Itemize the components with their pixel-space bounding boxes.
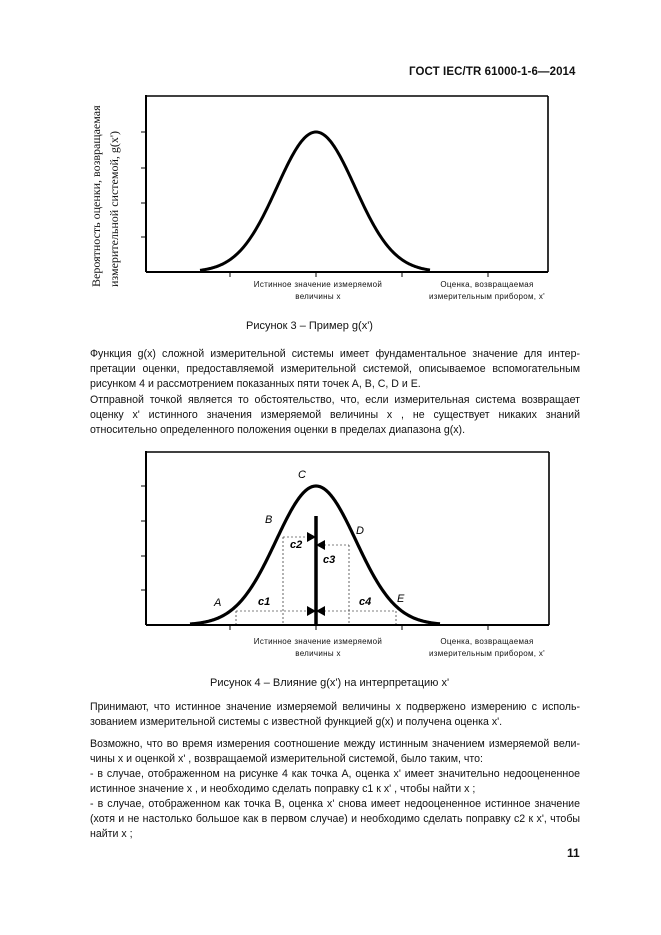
figure4-label-c3-text: c3 <box>323 554 336 566</box>
figure3-y-label <box>87 105 123 287</box>
figure4-x-label-right <box>414 636 560 660</box>
figure4-label-c2-text: c2 <box>290 539 303 551</box>
figure4-label-b: B <box>265 514 273 526</box>
figure4-x-label-left-line1: Истинное значение измеряемой <box>253 637 383 646</box>
figure4-label-c4 <box>359 596 371 608</box>
paragraph-function-g-text: Функция g(x) сложной измерительной системы имеет фундаментальное значение для интерпретации оценки, предоставляемой измерительной системой, описываемое вспомогательным рисунком 4 и рассмотрением показанных пяти точек A, B, C, D и E. <box>90 348 580 390</box>
page-number: 11 <box>567 846 580 860</box>
figure3-bell-curve <box>200 132 430 270</box>
figure4-x-label-left-line2: величины x <box>295 649 341 658</box>
standard-header: ГОСТ IEC/TR 61000-1-6—2014 <box>409 66 576 78</box>
paragraph-function-g <box>90 347 580 392</box>
figure3-x-label-left <box>236 279 400 303</box>
figure3-x-label-left-line2: величины x <box>295 292 341 301</box>
figure4-x-label-right-line1: Оценка, возвращаемая <box>440 637 534 646</box>
paragraph-assumption-text: Принимают, что истинное значение измеряемой величины x подвержено измерению с использованием измерительной системы с известной функцией g(x) и получена оценка x'. <box>90 701 580 728</box>
figure3-x-label-right-line2: измерительным прибором, x' <box>429 292 545 301</box>
paragraph-case-b <box>90 797 580 842</box>
figure4-label-c1-text: c1 <box>258 596 271 608</box>
figure3-x-label-right <box>414 279 560 303</box>
figure3-x-label-left-line1: Истинное значение измеряемой <box>253 280 383 289</box>
paragraph-case-b-text: - в случае, отображенном как точка B, оценка x' снова имеет недооцененное истинное значение (хотя и не настолько большое как в первом случае) и необходимо сделать поправку c2 к x', чтобы найти x ; <box>90 798 580 840</box>
figure4-x-label-right-line2: измерительным прибором, x' <box>429 649 545 658</box>
figure3-y-label-line2: измерительной системой, g(x') <box>107 130 121 287</box>
figure4-label-c4-text: c4 <box>359 596 372 608</box>
figure4-label-a: A <box>214 597 222 609</box>
paragraph-possible-relation <box>90 737 580 767</box>
paragraph-possible-relation-text: Возможно, что во время измерения соотношение между истинным значением измеряемой величины x и оценкой x' , возвращаемой измерительной системой, было таким, что: <box>90 738 580 765</box>
figure3-x-label-right-line1: Оценка, возвращаемая <box>440 280 534 289</box>
figure4-label-c3 <box>323 554 335 566</box>
paragraph-starting-point <box>90 393 580 438</box>
figure3-plot <box>140 90 560 280</box>
figure4-caption: Рисунок 4 – Влияние g(x') на интерпретацию x' <box>210 677 450 689</box>
paragraph-case-a-text: - в случае, отображенном на рисунке 4 как точка A, оценка x' имеет значительно недооцененное истинное значение x , и необходимо сделать поправку c1 к x' , чтобы найти x ; <box>90 768 580 795</box>
paragraph-assumption <box>90 700 580 730</box>
figure4-label-c1 <box>258 596 270 608</box>
figure4-plot <box>140 448 560 638</box>
figure4-label-e: E <box>397 593 405 605</box>
paragraph-case-a <box>90 767 580 797</box>
figure4-x-label-left <box>236 636 400 660</box>
figure4-label-d: D <box>356 525 364 537</box>
figure4-label-c2 <box>290 539 302 551</box>
figure3-y-label-line1: Вероятность оценки, возвращаемая <box>89 105 103 287</box>
figure3-caption: Рисунок 3 – Пример g(x') <box>246 320 373 332</box>
figure4-label-c: C <box>298 469 306 481</box>
paragraph-starting-point-text: Отправной точкой является то обстоятельство, что, если измерительная система возвращает оценку x' истинного значения измеряемой величины x , не существует никаких знаний относительно определенного положения оценки в пределах диапазона g(x). <box>90 394 580 436</box>
